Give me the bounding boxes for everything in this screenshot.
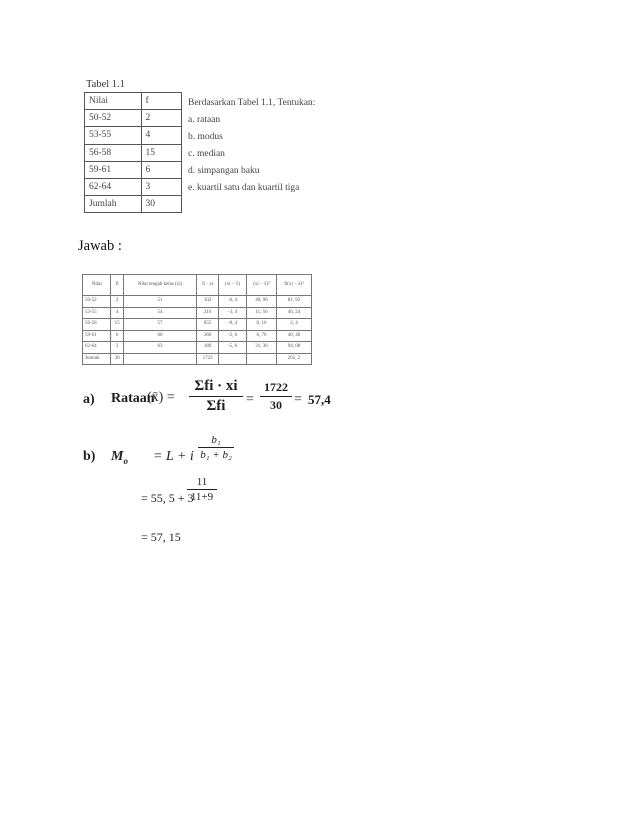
cell-nilai: 59-61 <box>85 161 142 178</box>
calc-header: (xi − x̄) <box>219 275 247 296</box>
calc-cell: 0, 16 <box>246 319 276 331</box>
calc-cell: 51 <box>123 296 196 308</box>
calc-cell: 50-52 <box>83 296 111 308</box>
calc-cell: 56-58 <box>83 319 111 331</box>
calc-cell: -3, 4 <box>219 307 247 319</box>
calc-cell: 1722 <box>197 353 219 365</box>
equals-sign: = <box>246 392 254 407</box>
calc-cell: 360 <box>197 330 219 342</box>
calc-cell: 54 <box>123 307 196 319</box>
fraction-bar <box>189 396 243 397</box>
calc-cell: 40, 96 <box>246 296 276 308</box>
calc-row <box>83 319 312 331</box>
fraction-denominator: b₁ + b₂ <box>200 449 232 461</box>
calc-header-row <box>83 275 312 296</box>
calc-cell <box>246 353 276 365</box>
calc-cell: 62-64 <box>83 342 111 354</box>
calc-cell: 11, 56 <box>246 307 276 319</box>
calc-cell: 30 <box>111 353 123 365</box>
cell-f: 6 <box>141 161 181 178</box>
mode-symbol-main: M <box>111 449 124 464</box>
answer-b-label: b) <box>83 449 96 464</box>
answer-a-xbar: (x̄) = <box>147 390 175 405</box>
cell-nilai: 62-64 <box>85 178 142 195</box>
table-row <box>85 144 182 161</box>
calc-header: Nilai tengah kelas (xi) <box>123 275 196 296</box>
fraction-numerator: 11 <box>196 476 208 488</box>
fraction-bar <box>198 447 234 448</box>
calc-header: fi(xi − x̄)² <box>277 275 312 296</box>
calc-cell: 2 <box>111 296 123 308</box>
question-item: e. kuartil satu dan kuartil tiga <box>188 183 300 194</box>
calc-cell: 102 <box>197 296 219 308</box>
calc-cell: 59-61 <box>83 330 111 342</box>
fraction-denominator: 11+9 <box>190 491 214 503</box>
header-f: f <box>141 93 181 110</box>
calc-cell: 60 <box>123 330 196 342</box>
calc-cell: 81, 92 <box>277 296 312 308</box>
mode-result: = 57, 15 <box>141 530 181 544</box>
calc-cell: 4 <box>111 307 123 319</box>
calc-header: Nilai <box>83 275 111 296</box>
fraction-bar <box>260 396 292 397</box>
calc-header: fi · xi <box>197 275 219 296</box>
calc-cell: 265, 2 <box>277 353 312 365</box>
calc-cell: 57 <box>123 319 196 331</box>
calc-cell: Jumlah <box>83 353 111 365</box>
calc-row <box>83 307 312 319</box>
mode-symbol-sub: o <box>123 455 128 466</box>
fraction-denominator: 30 <box>270 398 282 412</box>
question-item: c. median <box>188 149 225 160</box>
mode-formula-fraction <box>198 434 234 461</box>
calc-cell: -2, 6 <box>219 330 247 342</box>
calc-cell: 2, 4 <box>277 319 312 331</box>
frequency-table <box>84 92 182 213</box>
mean-formula-fraction <box>189 378 243 415</box>
answer-heading: Jawab : <box>78 238 122 254</box>
question-intro: Berdasarkan Tabel 1.1, Tentukan: <box>188 98 316 108</box>
calc-row <box>83 330 312 342</box>
calc-cell: 15 <box>111 319 123 331</box>
calc-cell: 94, 08 <box>277 342 312 354</box>
question-item: d. simpangan baku <box>188 166 260 177</box>
equals-sign: = <box>294 392 302 407</box>
table-header-row <box>85 93 182 110</box>
calc-cell: -0, 4 <box>219 319 247 331</box>
calc-cell <box>219 353 247 365</box>
answer-a-name: Rataan <box>111 391 155 406</box>
cell-nilai: Jumlah <box>85 196 142 213</box>
calc-header: (xi − x̄)² <box>246 275 276 296</box>
fraction-bar <box>187 489 217 490</box>
mode-substitution: = 55, 5 + 3 <box>141 491 194 505</box>
fraction-numerator: b₁ <box>211 434 221 446</box>
cell-f: 30 <box>141 196 181 213</box>
cell-nilai: 56-58 <box>85 144 142 161</box>
calc-cell: 189 <box>197 342 219 354</box>
calc-cell: 40, 46 <box>277 330 312 342</box>
calc-row-total <box>83 353 312 365</box>
mode-substitution-fraction <box>187 476 217 503</box>
cell-f: 4 <box>141 127 181 144</box>
cell-f: 15 <box>141 144 181 161</box>
header-nilai: Nilai <box>85 93 142 110</box>
calc-header: fi <box>111 275 123 296</box>
answer-a-label: a) <box>83 392 95 407</box>
calc-cell: 6 <box>111 330 123 342</box>
mean-value-fraction <box>260 380 292 413</box>
calc-cell: 3 <box>111 342 123 354</box>
table-row-total <box>85 196 182 213</box>
calculation-table <box>82 274 312 365</box>
calc-cell: 31, 36 <box>246 342 276 354</box>
mean-result: 57,4 <box>308 392 331 407</box>
calc-cell: 216 <box>197 307 219 319</box>
cell-f: 2 <box>141 110 181 127</box>
table-row <box>85 127 182 144</box>
cell-nilai: 53-55 <box>85 127 142 144</box>
calc-row <box>83 342 312 354</box>
table-row <box>85 178 182 195</box>
table-title: Tabel 1.1 <box>86 79 125 90</box>
calc-row <box>83 296 312 308</box>
question-item: a. rataan <box>188 115 221 126</box>
cell-nilai: 50-52 <box>85 110 142 127</box>
calc-cell <box>123 353 196 365</box>
fraction-numerator: 1722 <box>264 380 288 394</box>
calc-cell: 6, 76 <box>246 330 276 342</box>
fraction-denominator: Σfi <box>206 398 226 414</box>
table-row <box>85 161 182 178</box>
calc-cell: 46, 24 <box>277 307 312 319</box>
mode-formula-lhs: = L + i <box>153 449 194 464</box>
mode-symbol <box>111 449 128 466</box>
cell-f: 3 <box>141 178 181 195</box>
question-item: b. modus <box>188 132 223 143</box>
question-list <box>188 95 315 198</box>
calc-cell: 855 <box>197 319 219 331</box>
calc-cell: 63 <box>123 342 196 354</box>
table-row <box>85 110 182 127</box>
calc-cell: -5, 6 <box>219 342 247 354</box>
fraction-numerator: Σfi · xi <box>194 378 238 394</box>
calc-cell: -6, 4 <box>219 296 247 308</box>
calc-cell: 53-55 <box>83 307 111 319</box>
